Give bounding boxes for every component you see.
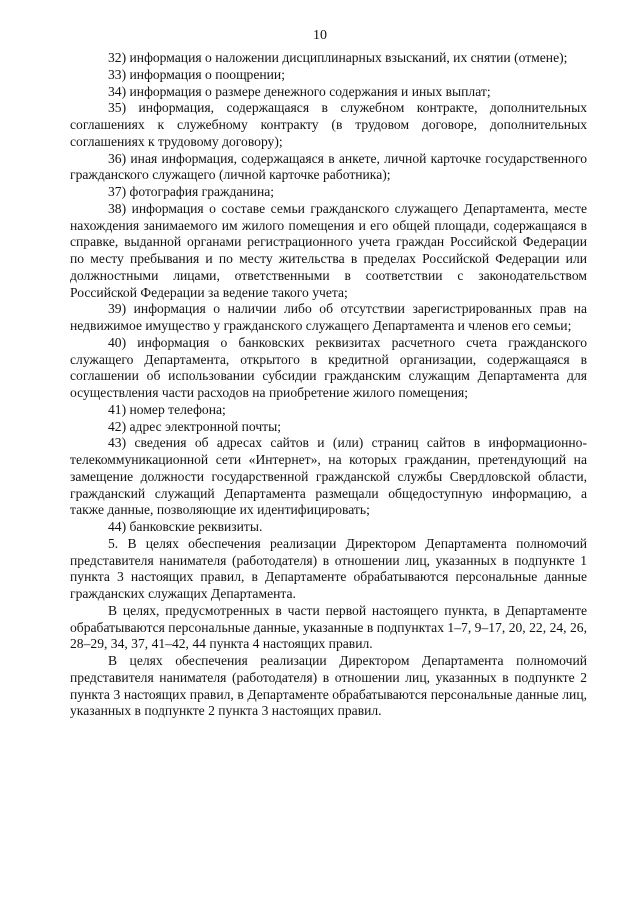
list-item-43: 43) сведения об адресах сайтов и (или) страниц сайтов в информационно-телекоммуникационной сети «Интернет», на которых гражданин, претендующий на замещение должности государственной гражданской службы Свердловской области, гражданский служащий Департамента размещали общедоступную информацию, а также данные, позволяющие их идентифицировать; (70, 435, 587, 518)
list-item-40: 40) информация о банковских реквизитах расчетного счета гражданского служащего Департамента, открытого в кредитной организации, содержащаяся в соглашении об использовании субсидии гражданским служащим Департамента для осуществления части расходов на приобретение жилого помещения; (70, 334, 587, 400)
page-number: 10 (313, 28, 327, 43)
document-body (70, 50, 587, 720)
list-item-33: 33) информация о поощрении; (108, 66, 285, 82)
list-item-38: 38) информация о составе семьи гражданского служащего Департамента, месте нахождения занимаемого им жилого помещения и его общей площади, содержащаяся в справке, выданной органами регистрационного учета граждан Российской Федерации по месту пребывания и по месту жительства в пределах Российской Федерации или должностными лицами, ответственными в соответствии с законодательством Российской Федерации за ведение такого учета; (70, 200, 587, 300)
list-item-44: 44) банковские реквизиты. (108, 519, 263, 534)
list-item-35: 35) информация, содержащаяся в служебном контракте, дополнительных соглашениях к служебному контракту (в трудовом договоре, дополнительных соглашениях к трудовому договору); (70, 100, 587, 149)
list-item-42: 42) адрес электронной почты; (108, 418, 282, 434)
list-item-34: 34) информация о размере денежного содержания и иных выплат; (108, 83, 491, 99)
list-item-39: 39) информация о наличии либо об отсутствии зарегистрированных прав на недвижимое имущество у гражданского служащего Департамента и членов его семьи; (70, 301, 587, 333)
clause-5-paragraph: 5. В целях обеспечения реализации Директором Департамента полномочий представителя нанимателя (работодателя) в отношении лиц, указанных в подпункте 1 пункта 3 настоящих правил, в Департаменте обрабатываются персональные данные гражданских служащих Департамента. (70, 535, 587, 601)
list-item-36: 36) иная информация, содержащаяся в анкете, личной карточке государственного гражданского служащего (личной карточке работника); (70, 150, 587, 183)
list-item-37: 37) фотография гражданина; (108, 184, 275, 199)
clause-5-purpose-paragraph: В целях, предусмотренных в части первой настоящего пункта, в Департаменте обрабатываются персональные данные, указанные в подпунктах 1–7, 9–17, 20, 22, 24, 26, 28–29, 34, 37, 41–42, 44 пункта 4 настоящих правил. (70, 602, 587, 652)
list-item-32: 32) информация о наложении дисциплинарных взысканий, их снятии (отмене); (108, 50, 568, 65)
list-item-41: 41) номер телефона; (108, 401, 226, 417)
clause-5-second-paragraph: В целях обеспечения реализации Директором Департамента полномочий представителя нанимателя (работодателя) в отношении лиц, указанных в подпункте 2 пункта 3 настоящих правил, в Департаменте обрабатываются персональные данные лиц, указанных в подпункте 2 пункта 3 настоящих правил. (70, 653, 587, 719)
